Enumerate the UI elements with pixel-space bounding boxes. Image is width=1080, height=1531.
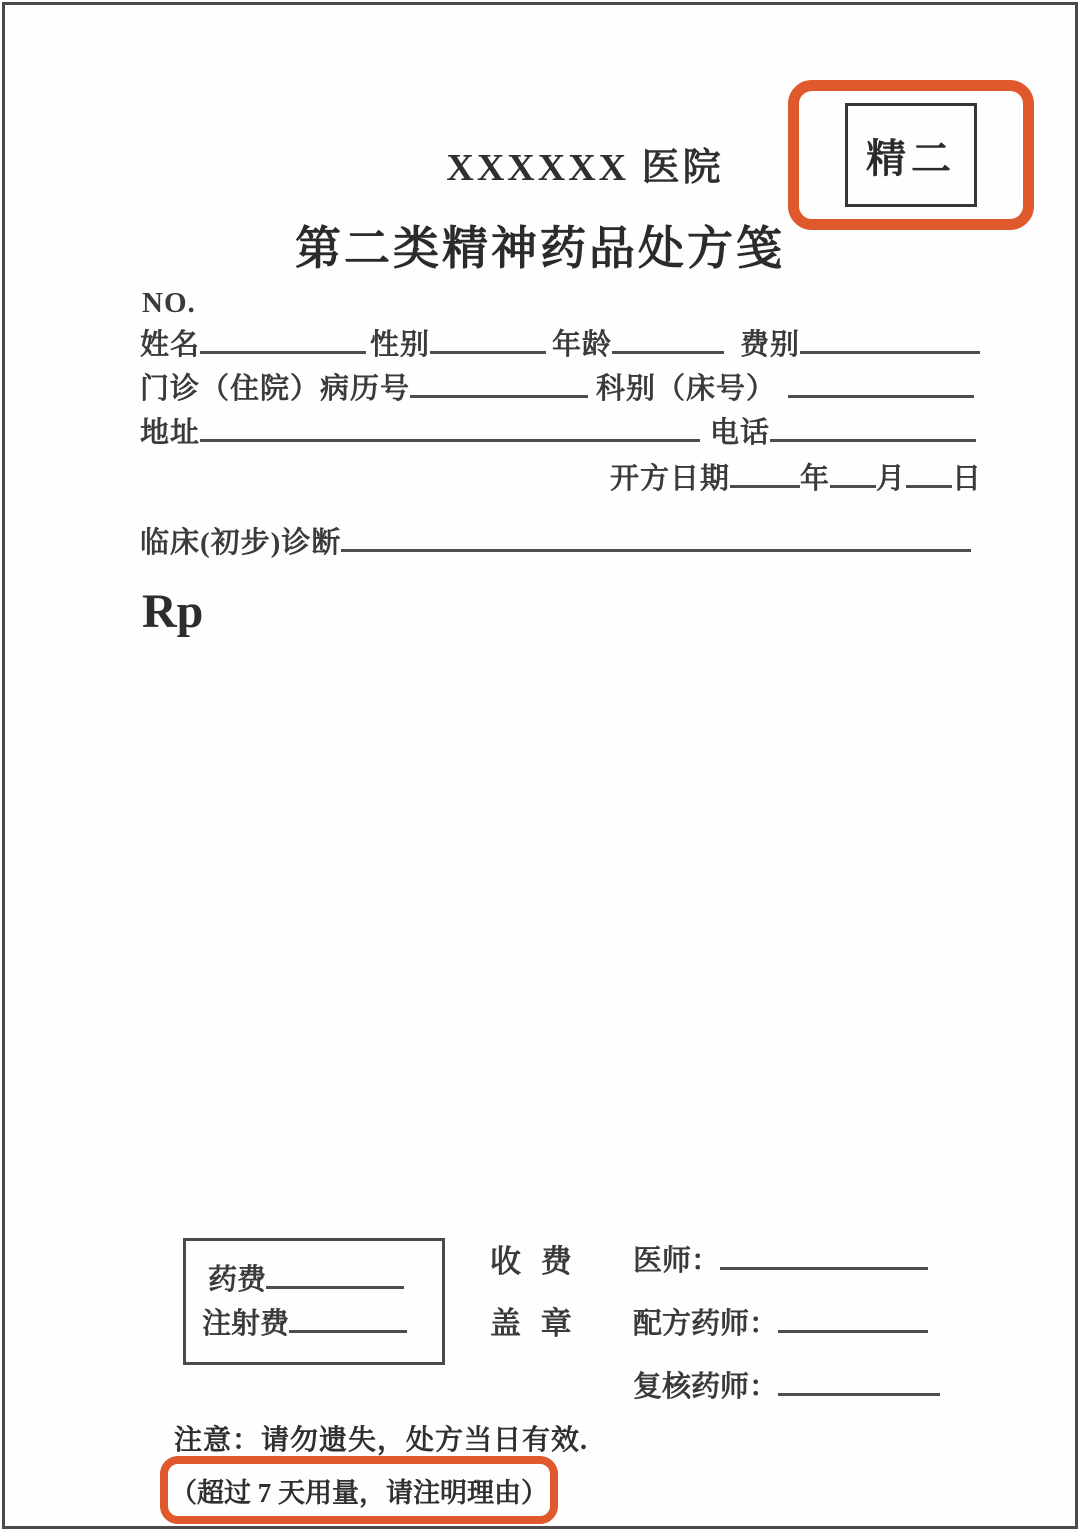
injection-fee-row [202,1301,407,1342]
badge-label: 精二 [866,135,956,181]
name-label: 姓名 [140,329,201,361]
diagnosis-label: 临床(初步)诊断 [140,527,342,559]
physician-row [633,1238,928,1279]
year-blank-line [830,485,876,488]
phone-blank-line [770,439,976,442]
drug-fee-blank-line [266,1286,404,1289]
seal-label: 盖 章 [490,1306,578,1341]
hospital-title: XXXXXX 医院 [446,147,724,189]
diagnosis-row [140,526,971,561]
no-label: NO. [142,287,196,319]
badge-highlight-annotation [788,80,1034,230]
gender-label: 性别 [370,329,431,361]
record-row [140,372,974,407]
highlight-note-text: （超过 7 天用量，请注明理由） [170,1477,548,1508]
record-number-blank-line [410,395,588,398]
year-label: 年 [800,463,831,495]
month-blank-line [906,485,952,488]
date-blank-line [730,485,800,488]
address-label: 地址 [140,417,201,449]
notice-text: 注意：请勿遗失，处方当日有效. [174,1425,589,1456]
prescribe-date-label: 开方日期 [610,463,731,495]
dispense-pharmacist-row [633,1301,928,1342]
dispense-pharmacist-label: 配方药师： [633,1308,779,1340]
department-bed-blank-line [788,395,974,398]
injection-fee-blank-line [289,1330,407,1333]
month-label: 月 [876,463,907,495]
rp-label: Rp [142,585,204,638]
physician-label: 医师： [633,1245,721,1277]
department-bed-label: 科别（床号） [596,373,777,405]
physician-blank-line [720,1267,928,1270]
review-pharmacist-blank-line [778,1393,940,1396]
review-pharmacist-row [633,1364,940,1405]
phone-label: 电话 [710,417,771,449]
address-row [140,416,976,451]
highlight-note-annotation [160,1456,558,1524]
fee-box [183,1238,445,1365]
date-row [610,462,982,497]
drug-fee-row [208,1257,404,1298]
badge-box [845,103,977,207]
gender-blank-line [430,351,546,354]
injection-fee-label: 注射费 [202,1308,290,1340]
fee-category-blank-line [800,351,980,354]
form-title: 第二类精神药品处方笺 [295,223,785,274]
age-blank-line [612,351,724,354]
diagnosis-blank-line [341,549,971,552]
review-pharmacist-label: 复核药师： [633,1371,779,1403]
record-number-label: 门诊（住院）病历号 [140,373,411,405]
name-blank-line [200,351,366,354]
drug-fee-label: 药费 [208,1264,267,1296]
dispense-pharmacist-blank-line [778,1330,928,1333]
address-blank-line [200,439,700,442]
day-label: 日 [952,463,983,495]
age-label: 年龄 [552,329,613,361]
patient-info-row [140,328,980,363]
charge-label: 收 费 [490,1244,578,1279]
fee-category-label: 费别 [740,329,801,361]
